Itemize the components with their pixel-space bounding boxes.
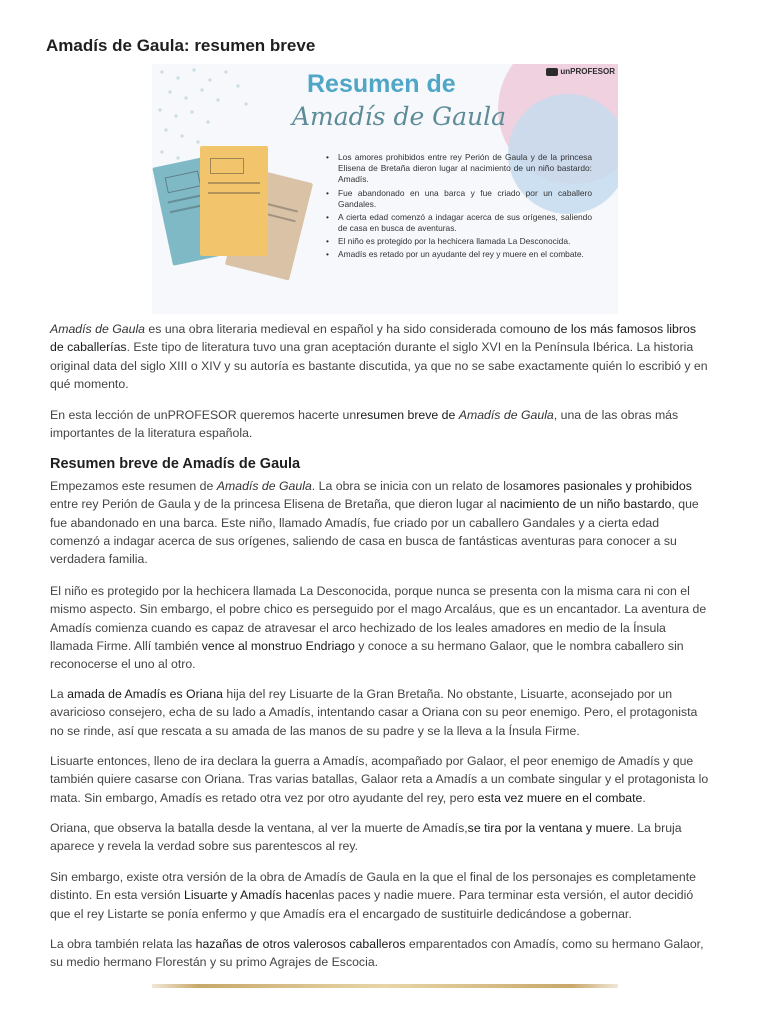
section-title: Resumen breve de Amadís de Gaula: [50, 456, 301, 472]
infographic-title: Resumen de: [307, 70, 456, 98]
highlight: uno de los más famosos libros de caballerías: [50, 322, 696, 355]
highlight: esta vez muere en el combate: [477, 790, 643, 805]
work-title: Amadís de Gaula: [50, 322, 146, 336]
book-illustration: [200, 146, 268, 256]
highlight: resumen breve de Amadís de Gaula: [356, 408, 554, 422]
intro-paragraph: Amadís de Gaula es una obra literaria medieval en español y ha sido considerada comouno de los más famosos libros de caballerías. Este tipo de literatura tuvo una gran aceptación durante el siglo XVI en la Península Ibérica. La historia original data del siglo XIII o XIV y su autoría es bastante discutida, ya que no se sabe exactamente quién lo escribió y en qué momento.: [50, 322, 708, 391]
body-paragraph: El niño es protegido por la hechicera llamada La Desconocida, porque nunca se presenta con la misma cara ni con el mismo aspecto. Sin embargo, el pobre chico es perseguido por el mago Arcaláus, que es un encantador. La aventura de Amadís comienza cuando es capaz de atravesar el arco hechizado de los leales amadores en medio de la Ínsula llamada Firme. Allí también vence al monstruo Endriago y conoce a su hermano Galaor, que le nombra caballero sin reconocerse el uno al otro.: [50, 584, 707, 672]
page-title: Amadís de Gaula: resumen breve: [46, 36, 316, 55]
work-title: Amadís de Gaula: [458, 408, 554, 422]
camera-icon: [546, 68, 558, 76]
highlight: vence al monstruo Endriago: [201, 638, 355, 653]
next-image-edge: [152, 984, 618, 988]
highlight: Lisuarte y Amadís hacen: [183, 888, 319, 903]
infographic-bullet: • Amadís es retado por un ayudante del rey y muere en el combate.: [324, 249, 592, 260]
body-paragraph: Lisuarte entonces, lleno de ira declara la guerra a Amadís, acompañado por Galaor, el peor enemigo de Amadís y que también quiere casarse con Oriana. Tras varias batallas, Galaor reta a Amadís a un combate singular y el protagonista lo mata. Sin embargo, Amadís es retado otra vez por otro ayudante del rey, pero esta vez muere en el combate.: [50, 754, 709, 805]
body-paragraph: Empezamos este resumen de Amadís de Gaula. La obra se inicia con un relato de losamores pasionales y prohibidos entre rey Perión de Gaula y de la princesa Elisena de Bretaña, que dieron lugar al nacimiento de un niño bastardo, que fue abandonado en una barca. Este niño, llamado Amadís, fue criado por un caballero Gandales y a cierta edad comenzó a indagar acerca de sus orígenes, saliendo de casa en busca de fantásticas aventuras para conocer a su verdadera familia.: [50, 479, 699, 567]
brand-logo: [546, 67, 615, 76]
infographic-bullet-list: [324, 152, 592, 263]
summary-infographic: [152, 64, 618, 314]
work-title: Amadís de Gaula: [216, 479, 312, 493]
infographic-bullet: • A cierta edad comenzó a indagar acerca de sus orígenes, saliendo de casa en busca de aventuras.: [324, 212, 592, 234]
infographic-bullet: • Fue abandonado en una barca y fue criado por un caballero Gandales.: [324, 188, 592, 210]
highlight: hazañas de otros valerosos caballeros: [195, 937, 406, 951]
body-paragraph: La obra también relata las hazañas de otros valerosos caballeros emparentados con Amadís, como su hermano Galaor, su medio hermano Florestán y su primo Agrajes de Escocia.: [50, 937, 704, 970]
infographic-bullet: • Los amores prohibidos entre rey Perión de Gaula y de la princesa Elisena de Bretaña dieron lugar al nacimiento de un niño bastardo: Amadís.: [324, 152, 592, 186]
highlight: amores pasionales y prohibidos: [518, 479, 692, 493]
body-paragraph: La amada de Amadís es Oriana hija del rey Lisuarte de la Gran Bretaña. No obstante, Lisuarte, aconsejado por un avaricioso consejero, echa de su lado a Amadís, intentando casar a Oriana con su peor enemigo. Pero, el protagonista no se rinde, así que rescata a su amada de las manos de su padre y se la lleva a la Ínsula Firme.: [50, 687, 698, 738]
highlight: nacimiento de un niño bastardo: [499, 497, 672, 512]
infographic-bullet: • El niño es protegido por la hechicera llamada La Desconocida.: [324, 236, 592, 247]
intro-paragraph: En esta lección de unPROFESOR queremos hacerte unresumen breve de Amadís de Gaula, una de las obras más importantes de la literatura española.: [50, 408, 679, 441]
brand-name: unPROFESOR: [560, 67, 615, 76]
highlight: amada de Amadís es Oriana: [67, 687, 223, 701]
highlight: se tira por la ventana y muere: [467, 821, 631, 835]
body-paragraph: Sin embargo, existe otra versión de la obra de Amadís de Gaula en la que el final de los personajes es completamente distinto. En esta versión Lisuarte y Amadís hacenlas paces y nadie muere. Para terminar esta versión, el autor decidió que el rey Listarte se ponía enfermo y que Amadís era el encargado de sustituirle dedicándose a gobernar.: [50, 870, 696, 921]
body-paragraph: Oriana, que observa la batalla desde la ventana, al ver la muerte de Amadís,se tira por la ventana y muere. La bruja aparece y revela la verdad sobre sus parentescos al rey.: [50, 821, 682, 854]
infographic-subtitle: Amadís de Gaula: [292, 102, 507, 131]
